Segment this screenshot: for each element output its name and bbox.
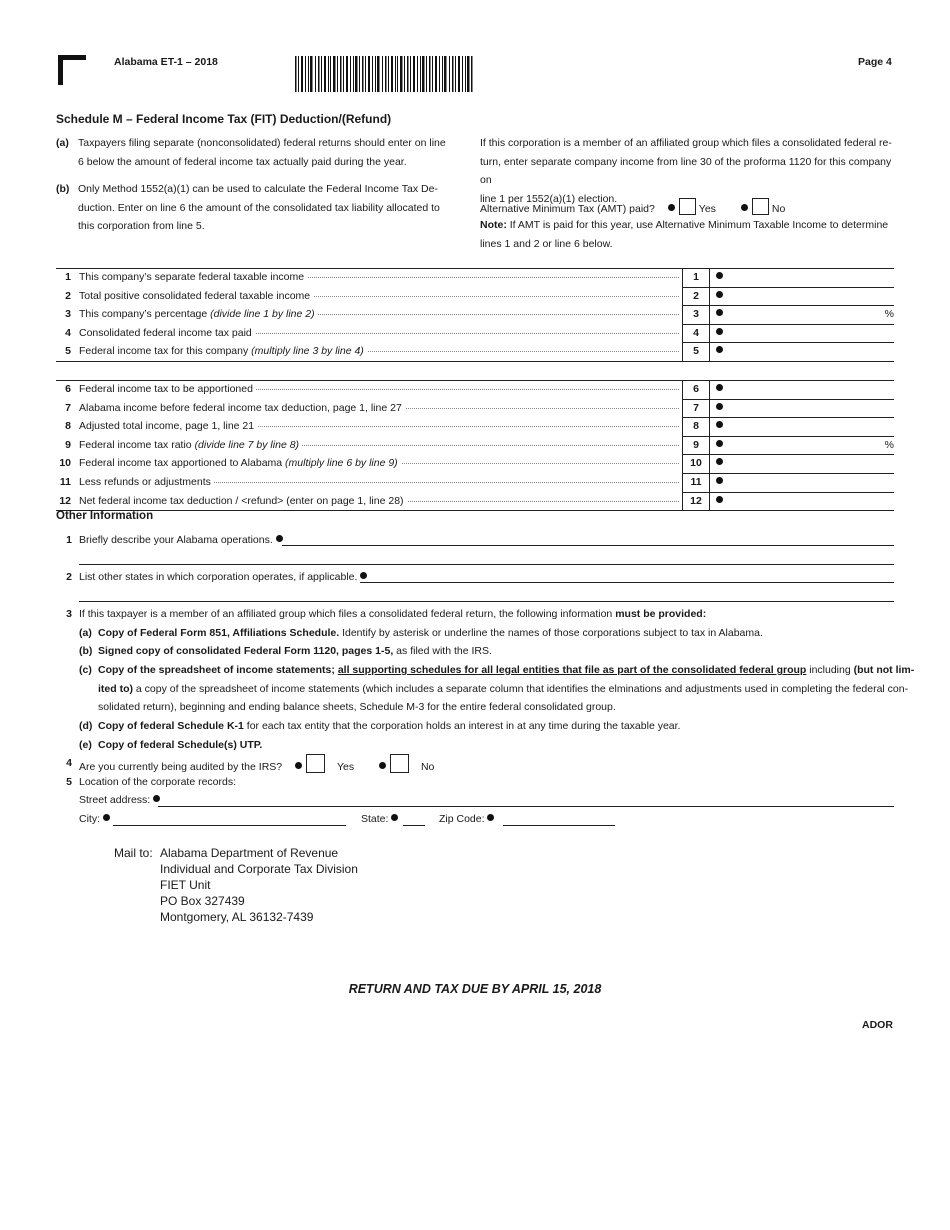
line-box-number: 4 [682, 324, 710, 343]
q3-item-c-line2 [98, 680, 908, 699]
ador-label: ADOR [862, 1019, 893, 1031]
instruction-b-line2: duction. Enter on line 6 the amount of the consolidated tax liability allocated to [78, 201, 440, 214]
bullet-icon [487, 814, 494, 821]
bullet-icon [360, 572, 367, 579]
line-description [79, 454, 679, 472]
zip-text: Zip Code: [439, 813, 485, 825]
line-row [56, 305, 894, 324]
bullet-icon [153, 795, 160, 802]
q3c-including: including [806, 664, 854, 676]
line-row [56, 287, 894, 306]
line-row [56, 436, 894, 455]
q3d-bold: Copy of federal Schedule K-1 [98, 720, 244, 732]
bullet-icon [295, 762, 302, 769]
audit-no-checkbox[interactable] [390, 754, 409, 773]
bullet-icon [716, 440, 723, 447]
street-text: Street address: [79, 794, 151, 806]
line-description-text: Consolidated federal income tax paid [79, 326, 252, 339]
bullet-icon [741, 204, 748, 211]
line-row [56, 399, 894, 418]
line-description [79, 324, 679, 342]
q3-intro [79, 605, 706, 624]
line-box-number: 3 [682, 305, 710, 324]
q2-number: 2 [66, 571, 72, 583]
corner-registration-mark [58, 55, 86, 85]
affiliated-group-instruction [480, 134, 900, 208]
q3c-bold: Copy of the spreadsheet of income statements; [98, 664, 335, 676]
line-description-italic: (multiply line 6 by line 9) [285, 457, 398, 470]
section-bottom-border [56, 510, 894, 511]
line-box-number: 2 [682, 287, 710, 306]
line-box-number: 7 [682, 399, 710, 418]
line-amount-field[interactable] [710, 492, 894, 511]
q3c-line2: a copy of the spreadsheet of income statements (which includes a separate column that identifies the elminations and adjustments used in completing the federal con- [133, 683, 909, 695]
line-description-text: Federal income tax apportioned to Alabama [79, 457, 286, 470]
bullet-icon [716, 272, 723, 279]
bullet-icon [716, 384, 723, 391]
line-row [56, 268, 894, 287]
line-box-number: 6 [682, 380, 710, 399]
q2-answer-line-1[interactable] [360, 582, 894, 583]
mailing-address [160, 845, 358, 925]
affiliated-line1: If this corporation is a member of an affiliated group which files a consolidated federal re- [480, 137, 892, 149]
line-box-number: 11 [682, 473, 710, 492]
bullet-icon [716, 328, 723, 335]
line-row-border [682, 399, 894, 400]
amt-no-label: No [771, 203, 786, 215]
affiliated-line3: line 1 per 1552(a)(1) election. [480, 192, 618, 205]
mail-line1: Alabama Department of Revenue [160, 846, 339, 860]
section-bottom-border [56, 361, 894, 362]
instruction-a-line2: 6 below the amount of federal income tax actually paid during the year. [78, 155, 407, 168]
section-top-border [56, 268, 894, 269]
state-label [361, 810, 398, 829]
bullet-icon [716, 458, 723, 465]
line-box-number: 12 [682, 492, 710, 511]
line-amount-field[interactable] [710, 436, 894, 455]
instruction-b-line1: Only Method 1552(a)(1) can be used to calculate the Federal Income Tax De- [78, 183, 438, 195]
note-line1: If AMT is paid for this year, use Alternative Minimum Taxable Income to determine [506, 219, 889, 231]
line-row-border [682, 417, 894, 418]
label-b: (b) [56, 183, 70, 195]
line-description [79, 436, 679, 454]
q3c-limited-to: ited to) [98, 683, 133, 695]
percent-sign: % [884, 308, 894, 321]
line-row [56, 380, 894, 399]
line-row [56, 324, 894, 343]
mail-line3: FIET Unit [160, 878, 211, 892]
line-number: 4 [65, 326, 71, 339]
city-field[interactable] [113, 825, 346, 826]
schedule-m-title: Schedule M – Federal Income Tax (FIT) Deduction/(Refund) [56, 112, 392, 126]
q3c-underlined: all supporting schedules for all legal entities that file as part of the consolidated federal group [337, 664, 807, 676]
line-description-text: Alabama income before federal income tax deduction, page 1, line 27 [79, 401, 402, 414]
line-amount-field[interactable] [710, 454, 894, 473]
line-description [79, 473, 679, 491]
line-number: 7 [65, 401, 71, 414]
amt-yes-label: Yes [698, 203, 716, 215]
zip-field[interactable] [503, 825, 615, 826]
line-row-border [682, 342, 894, 343]
line-description [79, 492, 679, 510]
line-amount-field[interactable] [710, 324, 894, 343]
q3d-label: (d) [79, 720, 93, 732]
line-number: 1 [65, 271, 71, 283]
audit-yes-label: Yes [336, 761, 355, 773]
line-number: 9 [65, 438, 71, 451]
line-description-text: This company’s separate federal taxable income [79, 271, 305, 283]
line-row [56, 342, 894, 361]
bullet-icon [716, 346, 723, 353]
q3-must: must be provided: [615, 608, 707, 620]
line-description [79, 399, 679, 417]
line-description [79, 305, 679, 323]
line-row-border [682, 492, 894, 493]
q3b-bold: Signed copy of consolidated Federal Form 1120, pages 1-5, [98, 645, 394, 657]
q3-intro-text: If this taxpayer is a member of an affiliated group which files a consolidated federal return, the following information [79, 608, 616, 620]
note-line2: lines 1 and 2 or line 6 below. [480, 237, 613, 250]
q3-item-c [79, 661, 914, 680]
percent-sign: % [884, 438, 894, 451]
line-box-number: 8 [682, 417, 710, 436]
street-address-field[interactable] [158, 806, 894, 807]
line-row [56, 454, 894, 473]
line-row-border [682, 287, 894, 288]
line-amount-field[interactable] [710, 380, 894, 399]
q3a-rest: Identify by asterisk or underline the names of those corporations subject to tax in Alabama. [339, 627, 763, 639]
q3-item-e [79, 736, 262, 755]
q4-number: 4 [66, 757, 72, 769]
line-amount-field[interactable] [710, 473, 894, 492]
q1-answer-line-1[interactable] [282, 545, 894, 546]
bullet-icon [379, 762, 386, 769]
line-description-text: Adjusted total income, page 1, line 21 [79, 420, 255, 433]
line-description [79, 268, 679, 286]
instruction-b [56, 180, 446, 236]
bullet-icon [103, 814, 110, 821]
bullet-icon [716, 309, 723, 316]
street-label [79, 791, 160, 810]
amt-question: Alternative Minimum Tax (AMT) paid? [480, 203, 655, 215]
q2-answer-line-2[interactable] [79, 601, 894, 602]
label-a: (a) [56, 137, 69, 149]
line-amount-field[interactable] [710, 268, 894, 287]
line-row-border [682, 324, 894, 325]
line-amount-field[interactable] [710, 417, 894, 436]
line-row-border [682, 473, 894, 474]
line-number: 12 [59, 494, 71, 507]
line-box-number: 9 [682, 436, 710, 455]
barcode [295, 56, 473, 92]
bullet-icon [716, 291, 723, 298]
line-amount-field[interactable] [710, 342, 894, 361]
line-description [79, 287, 679, 305]
q1-answer-line-2[interactable] [79, 564, 894, 565]
line-number: 3 [65, 308, 71, 321]
line-number: 2 [65, 289, 71, 302]
line-number: 11 [59, 476, 71, 488]
line-description-text: Less refunds or adjustments [79, 476, 211, 488]
instruction-a-line1: Taxpayers filing separate (nonconsolidated) federal returns should enter on line [78, 137, 446, 149]
q3a-bold: Copy of Federal Form 851, Affiliations Schedule. [98, 627, 340, 639]
city-text: City: [79, 813, 100, 825]
q3c-not-limited: (but not lim- [853, 664, 915, 676]
line-row [56, 417, 894, 436]
mail-line4: PO Box 327439 [160, 894, 245, 908]
line-amount-field[interactable] [710, 305, 894, 324]
line-row-border [682, 305, 894, 306]
q3-item-d [79, 717, 680, 736]
line-row-border [682, 454, 894, 455]
q3-item-a [79, 624, 763, 643]
q3a-label: (a) [79, 627, 92, 639]
bullet-icon [716, 421, 723, 428]
bullet-icon [276, 535, 283, 542]
affiliated-line2: turn, enter separate company income from line 30 of the proforma 1120 for this company on [480, 155, 892, 186]
line-box-number: 1 [682, 268, 710, 287]
q1-text: Briefly describe your Alabama operations. [79, 534, 273, 546]
q3b-rest: as filed with the IRS. [393, 645, 492, 657]
line-amount-field[interactable] [710, 287, 894, 306]
mail-line2: Individual and Corporate Tax Division [160, 862, 358, 876]
mail-line5: Montgomery, AL 36132-7439 [160, 910, 314, 924]
q3e-label: (e) [79, 739, 92, 751]
amt-no-checkbox[interactable] [752, 198, 769, 215]
line-description [79, 380, 679, 398]
zip-label [439, 810, 494, 829]
audit-no-label: No [420, 761, 435, 773]
line-row-border [682, 436, 894, 437]
page-number: Page 4 [858, 56, 892, 68]
amt-note [480, 216, 900, 253]
line-number: 10 [59, 457, 71, 470]
bullet-icon [716, 403, 723, 410]
q3e-bold: Copy of federal Schedule(s) UTP. [98, 739, 263, 751]
city-label [79, 810, 110, 829]
q5-text: Location of the corporate records: [79, 776, 237, 788]
line-row [56, 473, 894, 492]
line-description-text: This company’s percentage [79, 308, 211, 321]
q1-number: 1 [66, 534, 72, 546]
q3d-rest: for each tax entity that the corporation holds an interest in at any time during the taxable year. [243, 720, 681, 732]
instruction-a [56, 134, 446, 171]
state-text: State: [361, 813, 389, 825]
note-label: Note: [480, 219, 507, 231]
instruction-b-line3: this corporation from line 5. [78, 220, 205, 232]
line-description-text: Federal income tax ratio [79, 438, 195, 451]
line-description [79, 342, 679, 360]
bullet-icon [716, 496, 723, 503]
line-box-number: 10 [682, 454, 710, 473]
line-description-text: Total positive consolidated federal taxable income [79, 289, 311, 302]
line-description-italic: (divide line 7 by line 8) [194, 438, 300, 451]
q2-text: List other states in which corporation operates, if applicable. [79, 571, 358, 583]
bullet-icon [391, 814, 398, 821]
bullet-icon [668, 204, 675, 211]
line-description-text: Net federal income tax deduction / <refund> (enter on page 1, line 28) [79, 494, 404, 507]
q1-label [79, 531, 283, 550]
q3b-label: (b) [79, 645, 93, 657]
q3-item-b [79, 642, 492, 661]
line-description [79, 417, 679, 435]
form-id: Alabama ET-1 – 2018 [114, 56, 218, 68]
line-number: 6 [65, 383, 71, 395]
line-description-italic: (divide line 1 by line 2) [210, 308, 315, 321]
line-description-italic: (multiply line 3 by line 4) [251, 345, 364, 358]
state-field[interactable] [403, 825, 425, 826]
section-top-border [56, 380, 894, 381]
audit-yes-checkbox[interactable] [306, 754, 325, 773]
mail-to-label: Mail to: [114, 846, 153, 860]
line-row [56, 492, 894, 511]
line-description-text: Federal income tax for this company [79, 345, 252, 358]
q3-number: 3 [66, 608, 72, 620]
due-date-notice: RETURN AND TAX DUE BY APRIL 15, 2018 [348, 982, 602, 996]
q5-number: 5 [66, 776, 72, 788]
other-info-title: Other Information [56, 510, 154, 522]
bullet-icon [716, 477, 723, 484]
q3c-label: (c) [79, 664, 92, 676]
amt-yes-checkbox[interactable] [679, 198, 696, 215]
line-number: 8 [65, 420, 71, 433]
line-number: 5 [65, 345, 71, 358]
q3-item-c-line3: solidated return), beginning and ending balance sheets, Schedule M-3 for the entire federal consolidated group. [98, 701, 616, 713]
line-amount-field[interactable] [710, 399, 894, 418]
line-box-number: 5 [682, 342, 710, 361]
q2-label [79, 568, 367, 587]
q4-text: Are you currently being audited by the IRS? [79, 761, 283, 773]
line-description-text: Federal income tax to be apportioned [79, 383, 253, 395]
